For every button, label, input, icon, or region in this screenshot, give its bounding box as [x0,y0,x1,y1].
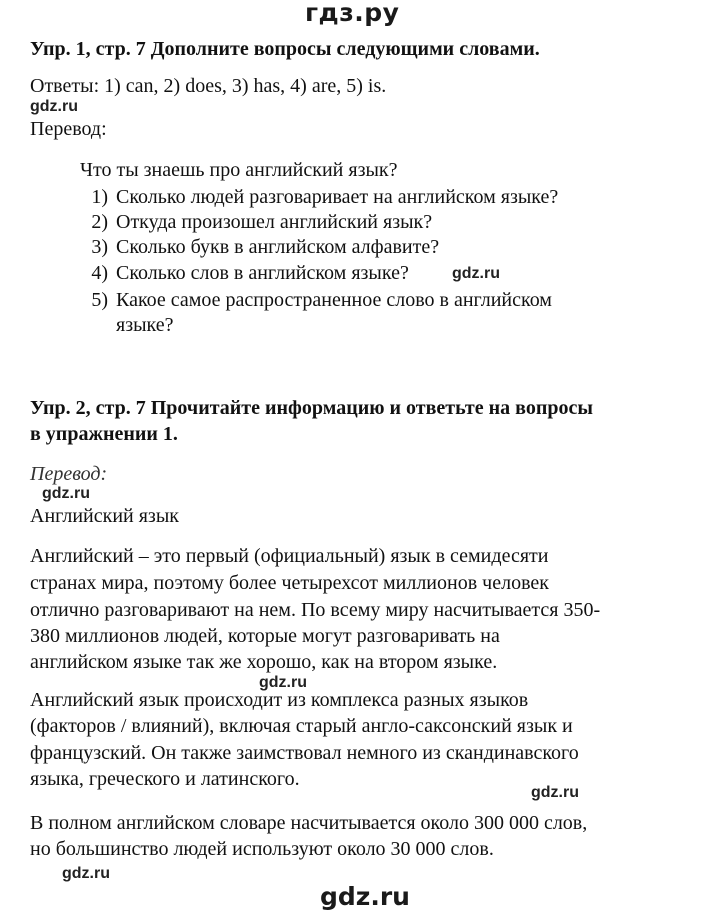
exercise-2-translation-label: Перевод: [30,463,108,485]
exercise-1-answers: Ответы: 1) can, 2) does, 3) has, 4) are, 5) is. [30,75,387,97]
watermark: gdz.ru [531,784,579,801]
site-logo: гдз.ру [305,0,400,27]
paragraph-line: английском языке так же хорошо, как на втором языке. [30,651,498,673]
question-text: Откуда произошел английский язык? [116,211,433,233]
question-number: 4) [91,262,108,284]
question-number: 1) [91,186,108,208]
paragraph-line: Английский язык происходит из комплекса разных языков [30,689,529,711]
paragraph-line: но большинство людей используют около 30 000 слов. [30,838,494,860]
question-text: Сколько слов в английском языке? [116,262,409,284]
paragraph-line: Английский – это первый (официальный) язык в семидесяти [30,545,549,567]
watermark: gdz.ru [30,98,78,115]
question-text: Какое самое распространенное слово в английском [116,289,552,311]
paragraph-line: отлично разговаривают на нем. По всему миру насчитывается 350- [30,599,601,621]
paragraph-line: языка, греческого и латинского. [30,768,300,790]
footer-logo: gdz.ru [320,882,410,911]
exercise-2-heading: Упр. 2, стр. 7 Прочитайте информацию и ответьте на вопросы [30,397,593,419]
watermark: gdz.ru [42,485,90,502]
paragraph-line: странах мира, поэтому более четырехсот миллионов человек [30,572,549,594]
watermark: gdz.ru [259,674,307,691]
exercise-2-heading-cont: в упражнении 1. [30,423,178,445]
question-item [80,289,552,312]
exercise-1-heading: Упр. 1, стр. 7 Дополните вопросы следующими словами. [30,38,540,60]
paragraph-line: 380 миллионов людей, которые могут разговаривать на [30,625,500,647]
watermark: gdz.ru [62,865,110,882]
question-text: Сколько людей разговаривает на английском языке? [116,186,559,208]
question-5-continuation: языке? [116,314,174,336]
question-item [80,236,439,259]
text-title: Английский язык [30,505,179,527]
exercise-1-translation-label: Перевод: [30,118,107,140]
paragraph-line: (факторов / влияний), включая старый англо-саксонский язык и [30,715,573,737]
question-item [80,211,432,234]
paragraph-line: французский. Он также заимствовал немного из скандинавского [30,742,579,764]
question-number: 5) [91,289,108,311]
question-number: 2) [91,211,108,233]
question-text: Сколько букв в английском алфавите? [116,236,440,258]
exercise-1-intro: Что ты знаешь про английский язык? [80,159,398,181]
question-item [80,262,409,285]
question-item [80,186,558,209]
watermark: gdz.ru [452,265,500,282]
paragraph-line: В полном английском словаре насчитывается около 300 000 слов, [30,812,588,834]
question-number: 3) [91,236,108,258]
